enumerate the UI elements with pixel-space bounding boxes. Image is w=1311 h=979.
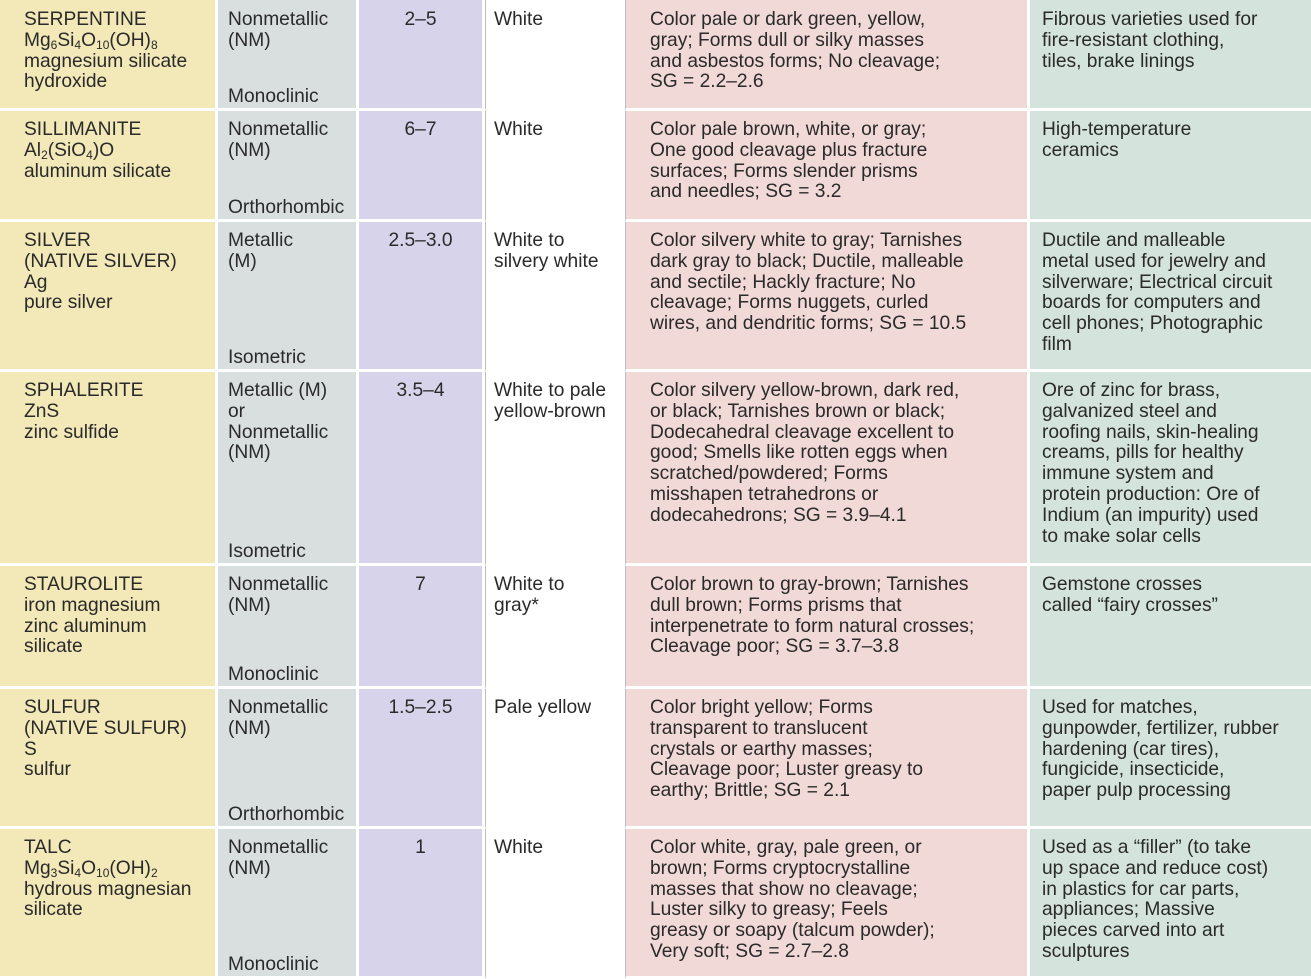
mineral-row <box>0 689 1311 829</box>
mineral-identity-cell <box>0 0 218 111</box>
properties-cell: Color silvery yellow-brown, dark red, or black; Tarnishes brown or black; Dodecahedral cleavage excellent to good; Smells like rotten eggs when scratched/powdered; Forms misshapen tetrahedrons or dodecahedrons; SG = 3.9–4.1 <box>626 372 1030 566</box>
formula-subscript: 10 <box>96 865 110 880</box>
formula-part: O <box>81 29 97 51</box>
formula-subscript: 3 <box>50 865 58 880</box>
formula-subscript: 4 <box>74 865 82 880</box>
properties-cell: Color brown to gray-brown; Tarnishes dull brown; Forms prisms that interpenetrate to form natural crosses; Cleavage poor; SG = 3.7–3.8 <box>626 566 1030 689</box>
luster-cell <box>218 566 359 689</box>
mineral-formula <box>24 740 215 761</box>
formula-part: (SiO <box>47 139 87 161</box>
hardness-cell: 1.5–2.5 <box>359 689 485 829</box>
crystal-system: Monoclinic <box>228 86 319 108</box>
mineral-identity-cell <box>0 222 218 372</box>
crystal-system: Orthorhombic <box>228 804 345 826</box>
formula-part: ZnS <box>24 400 60 422</box>
properties-cell: Color pale or dark green, yellow, gray; Forms dull or silky masses and asbestos forms; No cleavage; SG = 2.2–2.6 <box>626 0 1030 111</box>
uses-cell: Fibrous varieties used for fire-resistant clothing, tiles, brake linings <box>1030 0 1311 111</box>
mineral-name: STAUROLITE <box>24 574 144 595</box>
mineral-chemical-name: magnesium silicate hydroxide <box>24 50 188 93</box>
streak-cell: White <box>485 0 626 111</box>
mineral-chemical-name: hydrous magnesian silicate <box>24 878 192 921</box>
properties-cell: Color silvery white to gray; Tarnishes dark gray to black; Ductile, malleable and sectile; Hackly fracture; No cleavage; Forms nuggets, curled wires, and dendritic forms; SG = 10.5 <box>626 222 1030 372</box>
mineral-name: SILLIMANITE <box>24 119 142 140</box>
luster-cell <box>218 0 359 111</box>
uses-cell: Ductile and malleable metal used for jewelry and silverware; Electrical circuit boards for computers and cell phones; Photographic film <box>1030 222 1311 372</box>
crystal-system: Isometric <box>228 347 306 369</box>
mineral-name: SULFUR (NATIVE SULFUR) <box>24 697 187 739</box>
properties-cell: Color bright yellow; Forms transparent to translucent crystals or earthy masses; Cleavage poor; Luster greasy to earthy; Brittle; SG = 2.1 <box>626 689 1030 829</box>
hardness-cell: 3.5–4 <box>359 372 485 566</box>
mineral-formula <box>24 31 215 52</box>
mineral-identity-cell <box>0 111 218 222</box>
mineral-identity-cell <box>0 372 218 566</box>
mineral-row <box>0 222 1311 372</box>
mineral-chemical-name: pure silver <box>24 292 113 314</box>
crystal-system: Isometric <box>228 541 306 563</box>
crystal-system: Monoclinic <box>228 664 319 686</box>
luster-text: Nonmetallic (NM) <box>228 837 329 879</box>
mineral-chemical-name: aluminum silicate <box>24 160 172 182</box>
formula-part: S <box>24 738 37 760</box>
mineral-formula <box>24 141 215 162</box>
formula-part: Si <box>57 29 75 51</box>
mineral-chemical-name: zinc sulfide <box>24 421 119 443</box>
mineral-identity-cell <box>0 566 218 689</box>
formula-subscript: 4 <box>86 147 93 162</box>
mineral-formula <box>24 402 215 423</box>
properties-cell: Color pale brown, white, or gray; One good cleavage plus fracture surfaces; Forms slender prisms and needles; SG = 3.2 <box>626 111 1030 222</box>
hardness-cell: 6–7 <box>359 111 485 222</box>
mineral-name: SPHALERITE <box>24 380 144 401</box>
mineral-identity-cell <box>0 689 218 829</box>
streak-cell: White <box>485 829 626 979</box>
formula-part: Mg <box>24 29 51 51</box>
luster-text: Nonmetallic (NM) <box>228 697 329 739</box>
formula-part: (OH) <box>109 857 151 879</box>
formula-part: Ag <box>24 271 48 293</box>
formula-subscript: 6 <box>50 37 58 52</box>
formula-part: (OH) <box>109 29 151 51</box>
luster-cell <box>218 222 359 372</box>
formula-part: O <box>81 857 97 879</box>
hardness-cell: 2.5–3.0 <box>359 222 485 372</box>
uses-cell: High-temperature ceramics <box>1030 111 1311 222</box>
streak-cell: White to gray* <box>485 566 626 689</box>
mineral-name: TALC <box>24 837 72 858</box>
mineral-formula <box>24 859 215 880</box>
hardness-cell: 2–5 <box>359 0 485 111</box>
streak-cell: Pale yellow <box>485 689 626 829</box>
mineral-row <box>0 0 1311 111</box>
luster-text: Nonmetallic (NM) <box>228 9 329 51</box>
mineral-row <box>0 372 1311 566</box>
crystal-system: Monoclinic <box>228 954 319 976</box>
uses-cell: Ore of zinc for brass, galvanized steel and roofing nails, skin-healing creams, pills for healthy immune system and protein production: Ore of Indium (an impurity) used to make solar cells <box>1030 372 1311 566</box>
formula-part: Al <box>24 139 42 161</box>
formula-subscript: 2 <box>150 865 158 880</box>
streak-cell: White to silvery white <box>485 222 626 372</box>
mineral-name: SERPENTINE <box>24 9 147 30</box>
streak-cell: White <box>485 111 626 222</box>
luster-cell <box>218 689 359 829</box>
mineral-row <box>0 566 1311 689</box>
streak-cell: White to pale yellow-brown <box>485 372 626 566</box>
mineral-identity-cell <box>0 829 218 979</box>
formula-part: )O <box>92 139 115 161</box>
uses-cell: Used as a “filler” (to take up space and reduce cost) in plastics for car parts, appliances; Massive pieces carved into art sculptures <box>1030 829 1311 979</box>
luster-cell <box>218 111 359 222</box>
formula-subscript: 10 <box>96 37 110 52</box>
mineral-chemical-name: iron magnesium zinc aluminum silicate <box>24 594 161 658</box>
hardness-cell: 1 <box>359 829 485 979</box>
formula-part: Mg <box>24 857 51 879</box>
luster-cell <box>218 829 359 979</box>
mineral-chemical-name: sulfur <box>24 759 71 781</box>
hardness-cell: 7 <box>359 566 485 689</box>
luster-cell <box>218 372 359 566</box>
properties-cell: Color white, gray, pale green, or brown; Forms cryptocrystalline masses that show no cleavage; Luster silky to greasy; Feels greasy or soapy (talcum powder); Very soft; SG = 2.7–2.8 <box>626 829 1030 979</box>
luster-text: Metallic (M) <box>228 230 294 272</box>
uses-cell: Gemstone crosses called “fairy crosses” <box>1030 566 1311 689</box>
luster-text: Metallic (M) or Nonmetallic (NM) <box>228 380 329 464</box>
luster-text: Nonmetallic (NM) <box>228 119 329 161</box>
crystal-system: Orthorhombic <box>228 197 345 219</box>
formula-subscript: 8 <box>150 37 158 52</box>
luster-text: Nonmetallic (NM) <box>228 574 329 616</box>
formula-part: Si <box>57 857 75 879</box>
mineral-name: SILVER (NATIVE SILVER) <box>24 230 177 272</box>
formula-subscript: 2 <box>41 147 48 162</box>
mineral-formula <box>24 273 215 294</box>
mineral-row <box>0 829 1311 979</box>
formula-subscript: 4 <box>74 37 82 52</box>
mineral-row <box>0 111 1311 222</box>
uses-cell: Used for matches, gunpowder, fertilizer, rubber hardening (car tires), fungicide, insecticide, paper pulp processing <box>1030 689 1311 829</box>
